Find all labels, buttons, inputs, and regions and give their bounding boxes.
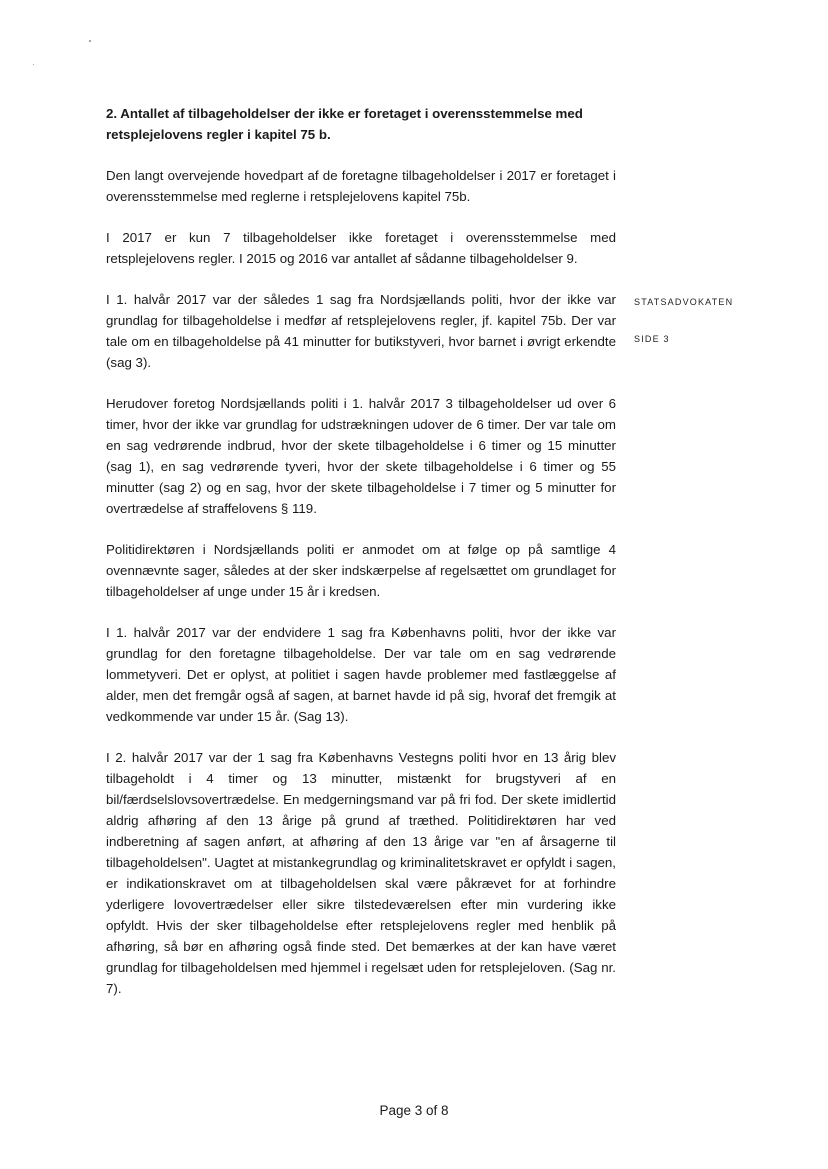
margin-organization-label: STATSADVOKATEN xyxy=(634,297,734,307)
document-body xyxy=(106,103,616,1019)
paragraph-5: Politidirektøren i Nordsjællands politi er anmodet om at følge op på samtlige 4 ovennævnte sager, således at der sker indskærpelse af regelsættet om grundlaget for tilbageholdelser af unge under 15 år i kredsen. xyxy=(106,542,616,599)
paragraph-6: I 1. halvår 2017 var der endvidere 1 sag fra Københavns politi, hvor der ikke var grundlag for den foretagne tilbageholdelse. Der var tale om en sag vedrørende lommetyveri. Det er oplyst, at politiet i sagen havde problemer med fastlæggelse af alder, men det fremgår også af sagen, at barnet havde id på sig, hvoraf det fremgik at vedkommende var under 15 år. (Sag 13). xyxy=(106,625,616,724)
margin-page-label: SIDE 3 xyxy=(634,334,670,344)
paragraph-1: Den langt overvejende hovedpart af de foretagne tilbageholdelser i 2017 er foretaget i overensstemmelse med reglerne i retsplejelovens kapitel 75b. xyxy=(106,168,616,204)
paragraph-7: I 2. halvår 2017 var der 1 sag fra Københavns Vestegns politi hvor en 13 årig blev tilbageholdt i 4 timer og 13 minutter, mistænkt for brugstyveri af en bil/færdselslovsovertrædelse. En medgerningsmand var på fri fod. Der skete imidlertid aldrig afhøring af den 13 årige på grund af træthed. Politidirektøren har ved indberetning af sagen anført, at afhøring af den 13 årige var "en af årsagerne til tilbageholdelsen". Uagtet at mistankegrundlag og kriminalitetskravet er opfyldt i sagen, er indikationskravet om at tilbageholdelsen skal være påkrævet for at forhindre yderligere lovovertrædelser eller sikre tilstedeværelsen efter min vurdering ikke opfyldt. Hvis der sker tilbageholdelse efter retsplejelovens regler med henblik på afhøring, så bør en afhøring også finde sted. Det bemærkes at der kan have været grundlag for tilbageholdelsen med hjemmel i regelsæt uden for retsplejeloven. (Sag nr. 7). xyxy=(106,750,616,996)
paragraph-3: I 1. halvår 2017 var der således 1 sag fra Nordsjællands politi, hvor der ikke var grundlag for tilbageholdelse i medfør af retsplejelovens regler, jf. kapitel 75b. Der var tale om en tilbageholdelse på 41 minutter for butikstyveri, hvor barnet i øvrigt erkendte (sag 3). xyxy=(106,292,616,370)
paragraph-4: Herudover foretog Nordsjællands politi i 1. halvår 2017 3 tilbageholdelser ud over 6 timer, hvor der ikke var grundlag for udstrækningen udover de 6 timer. Der var tale om en sag vedrørende indbrud, hvor der skete tilbageholdelse i 6 timer og 15 minutter (sag 1), en sag vedrørende tyveri, hvor der skete tilbageholdelse i 6 timer og 55 minutter (sag 2) og en sag, hvor der skete tilbageholdelse i 7 timer og 5 minutter for overtrædelse af straffelovens § 119. xyxy=(106,396,616,516)
section-heading: 2. Antallet af tilbageholdelser der ikke er foretaget i overensstemmelse med retsplejelovens regler i kapitel 75 b. xyxy=(106,106,583,142)
scan-speck xyxy=(89,40,91,42)
scan-speck xyxy=(33,64,34,65)
page-footer: Page 3 of 8 xyxy=(379,1103,449,1118)
paragraph-2: I 2017 er kun 7 tilbageholdelser ikke foretaget i overensstemmelse med retsplejelovens regler. I 2015 og 2016 var antallet af sådanne tilbageholdelser 9. xyxy=(106,230,616,266)
